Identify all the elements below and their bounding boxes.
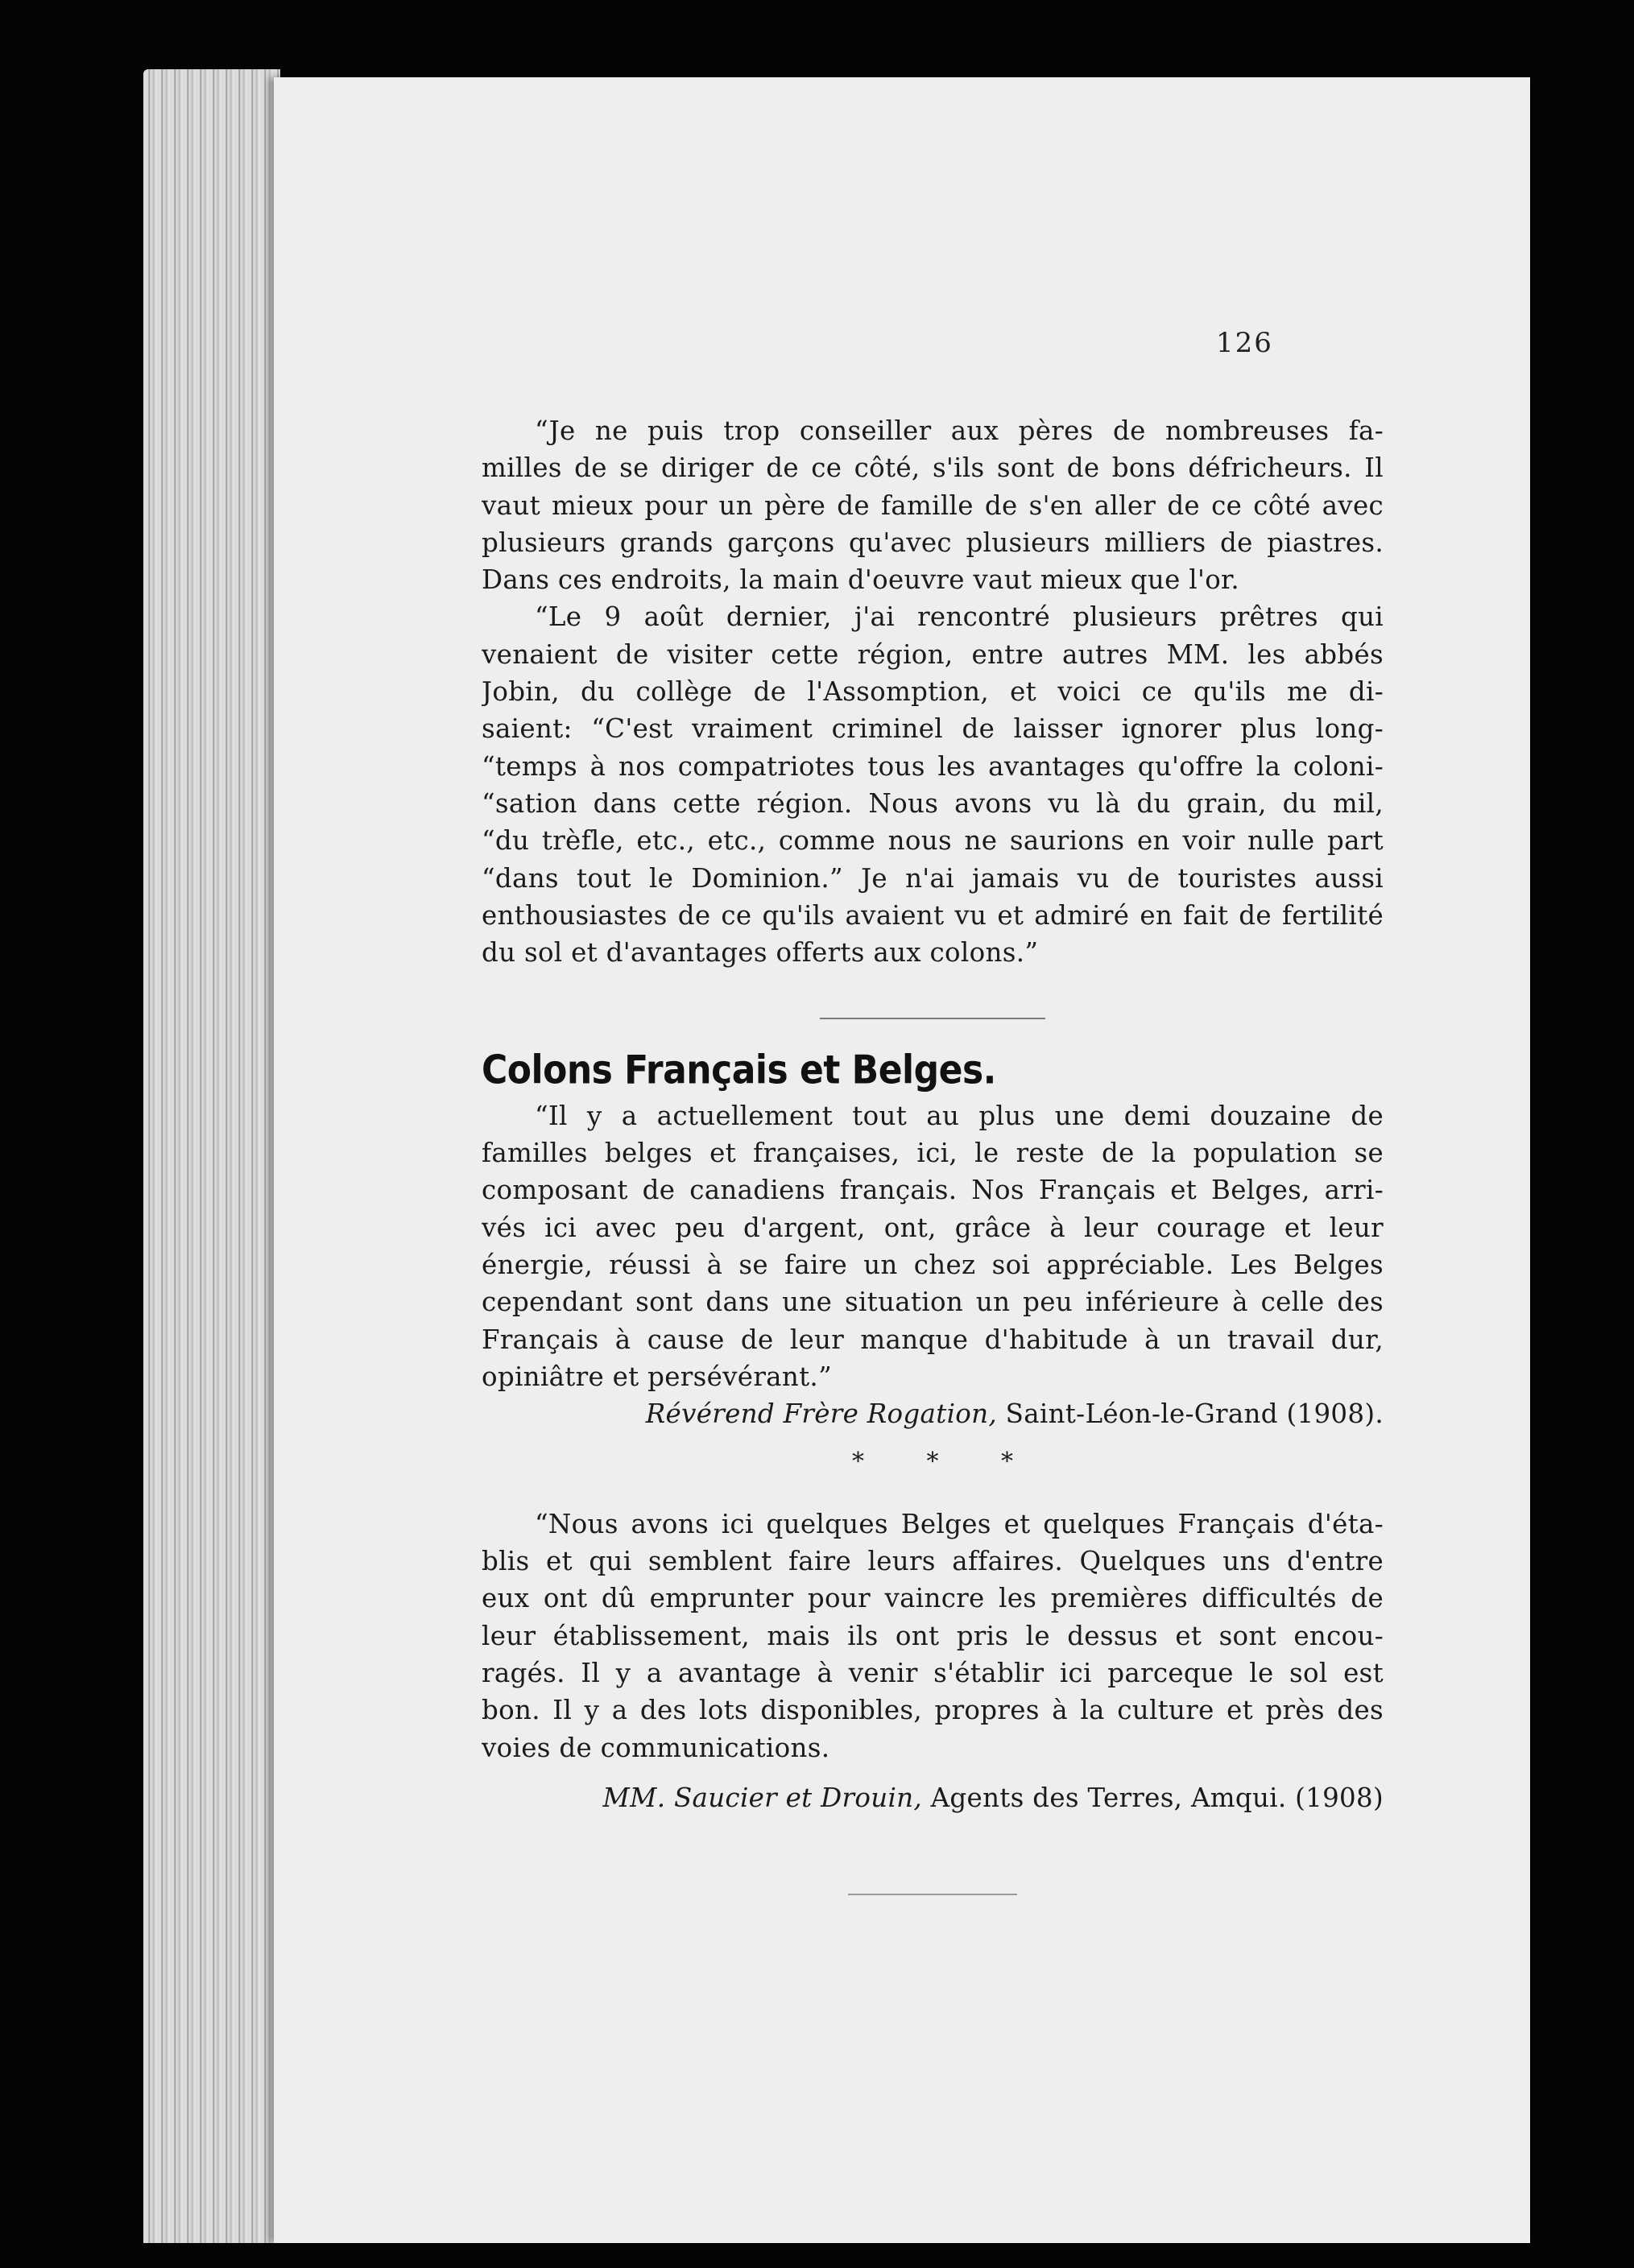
text-line: “sation dans cette région. Nous avons vu là du grain, du mil, (482, 787, 1384, 819)
text-line: “du trèfle, etc., etc., comme nous ne saurions en voir nulle part (482, 825, 1384, 857)
section-heading: Colons Français et Belges. (482, 1047, 996, 1094)
signature-place: Agents des Terres, Amqui. (1908) (930, 1782, 1384, 1813)
text-line: enthousiastes de ce qu'ils avaient vu et admiré en fait de fertilité (482, 899, 1384, 931)
text-line: “Je ne puis trop conseiller aux pères de nombreuses fa- (535, 415, 1384, 446)
text-line: bon. Il y a des lots disponibles, propres à la culture et près des (482, 1695, 1384, 1726)
text-line: voies de communications. (482, 1732, 830, 1763)
signature-saucier-drouin (482, 1779, 1384, 1816)
text-line: composant de canadiens français. Nos Français et Belges, arri- (482, 1175, 1384, 1206)
text-line: ragés. Il y a avantage à venir s'établir ici parceque le sol est (482, 1657, 1384, 1688)
text-line: opiniâtre et persévérant.” (482, 1361, 832, 1392)
text-line: eux ont dû emprunter pour vaincre les premières difficultés de (482, 1583, 1384, 1614)
text-line: Jobin, du collège de l'Assomption, et voici ce qu'ils me di- (482, 676, 1384, 708)
text-line: venaient de visiter cette région, entre autres MM. les abbés (482, 638, 1384, 670)
text-line: “Le 9 août dernier, j'ai rencontré plusieurs prêtres qui (535, 601, 1384, 633)
text-line: “Il y a actuellement tout au plus une demi douzaine de (535, 1100, 1384, 1131)
text-line: leur établissement, mais ils ont pris le dessus et sont encou- (482, 1620, 1384, 1651)
page-body (482, 248, 1384, 1895)
asterisk-separator: * * * (851, 1448, 1041, 1477)
paragraph-conseil (482, 412, 1384, 598)
text-line: vés ici avec peu d'argent, ont, grâce à leur courage et leur (482, 1212, 1384, 1243)
signature-name: MM. Saucier et Drouin, (602, 1782, 923, 1813)
text-line: cependant sont dans une situation un peu inférieure à celle des (482, 1287, 1384, 1318)
signature-name: Révérend Frère Rogation, (645, 1398, 997, 1430)
text-line: milles de se diriger de ce côté, s'ils sont de bons défricheurs. Il (482, 452, 1384, 484)
text-line: “Nous avons ici quelques Belges et quelques Français d'éta- (535, 1508, 1384, 1539)
paragraph-colons (482, 1097, 1384, 1395)
paragraph-belges (482, 1506, 1384, 1766)
text-line: du sol et d'avantages offerts aux colons.” (482, 937, 1039, 969)
divider-rule (848, 1894, 1017, 1895)
page-stack-edges (143, 69, 280, 2243)
text-line: énergie, réussi à se faire un chez soi appréciable. Les Belges (482, 1249, 1384, 1280)
signature-rogation (482, 1395, 1384, 1432)
text-line: vaut mieux pour un père de famille de s'en aller de ce côté avec (482, 490, 1384, 521)
signature-place: Saint-Léon-le-Grand (1908). (1005, 1398, 1384, 1430)
text-line: blis et qui semblent faire leurs affaires. Quelques uns d'entre (482, 1546, 1384, 1577)
text-line: plusieurs grands garçons qu'avec plusieurs milliers de piastres. (482, 527, 1384, 558)
text-line: saient: “C'est vraiment criminel de laisser ignorer plus long- (482, 713, 1384, 745)
text-line: “temps à nos compatriotes tous les avantages qu'offre la coloni- (482, 750, 1384, 782)
text-line: Dans ces endroits, la main d'oeuvre vaut mieux que l'or. (482, 564, 1239, 596)
text-line: Français à cause de leur manque d'habitude à un travail dur, (482, 1324, 1384, 1355)
paragraph-pretres (482, 598, 1384, 971)
text-line: “dans tout le Dominion.” Je n'ai jamais vu de touristes aussi (482, 862, 1384, 894)
page-number: 126 (1216, 327, 1273, 359)
text-line: familles belges et françaises, ici, le reste de la population se (482, 1138, 1384, 1169)
book-page (274, 77, 1530, 2243)
